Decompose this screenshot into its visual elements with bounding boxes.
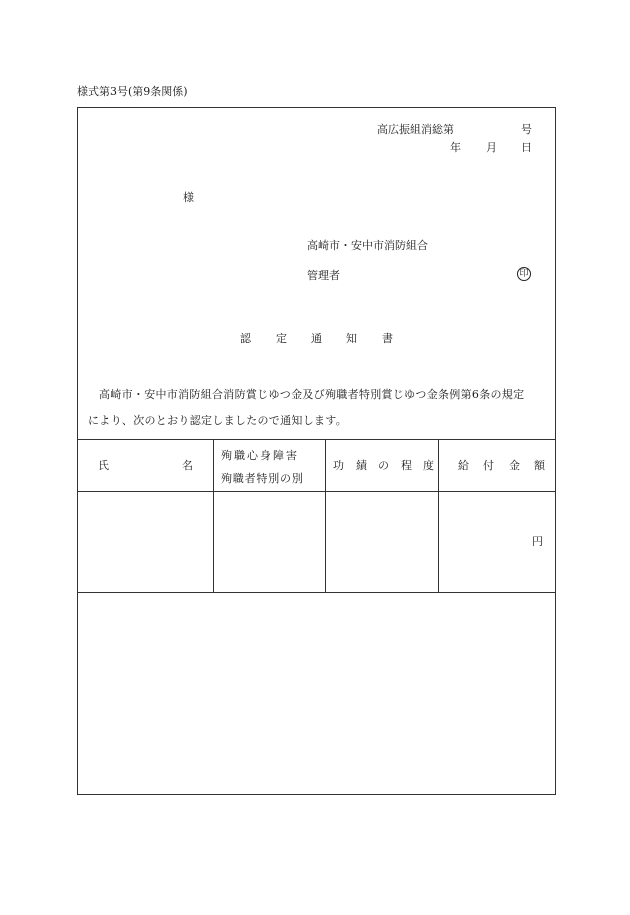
date-day: 日 — [521, 141, 532, 154]
table-divider-2 — [325, 439, 326, 592]
form-label: 様式第3号(第9条関係) — [77, 85, 188, 98]
table-bottom-rule — [77, 592, 556, 593]
header-amount-char-4: 額 — [534, 459, 545, 472]
header-merit-char-3: の — [378, 459, 389, 472]
issuer-org: 高崎市・安中市消防組合 — [307, 239, 428, 252]
body-text-line-2: により、次のとおり認定しましたので通知します。 — [88, 414, 348, 427]
header-type-line-2: 殉職者特別の別 — [221, 472, 304, 485]
doc-number-prefix: 高広振組消総第 — [377, 123, 454, 136]
doc-number-suffix: 号 — [521, 123, 532, 136]
table-header-rule — [77, 491, 556, 492]
header-type-line-1: 殉職心身障害 — [221, 449, 299, 462]
title-char-4: 知 — [346, 332, 357, 345]
table-divider-3 — [438, 439, 439, 592]
header-amount-char-3: 金 — [509, 459, 520, 472]
header-name-char-1: 氏 — [98, 459, 109, 472]
title-char-3: 通 — [311, 332, 322, 345]
header-merit-char-1: 功 — [333, 459, 344, 472]
header-merit-char-4: 程 — [401, 459, 412, 472]
table-divider-1 — [213, 439, 214, 592]
header-merit-char-2: 績 — [356, 459, 367, 472]
header-name-char-2: 名 — [182, 459, 193, 472]
header-amount-char-2: 付 — [483, 459, 494, 472]
form-frame — [77, 107, 556, 795]
body-text-line-1: 高崎市・安中市消防組合消防賞じゆつ金及び殉職者特別賞じゆつ金条例第6条の規定 — [99, 388, 525, 401]
header-merit-char-5: 度 — [423, 459, 434, 472]
recipient-honorific: 様 — [183, 191, 194, 204]
title-char-2: 定 — [276, 332, 287, 345]
header-amount-char-1: 給 — [458, 459, 469, 472]
table-top-rule — [77, 439, 556, 440]
title-char-1: 認 — [240, 332, 251, 345]
date-month: 月 — [486, 141, 497, 154]
issuer-role: 管理者 — [307, 269, 340, 282]
title-char-5: 書 — [382, 332, 393, 345]
seal-mark: 印 — [517, 267, 531, 281]
amount-unit: 円 — [532, 535, 543, 548]
date-year: 年 — [450, 141, 461, 154]
